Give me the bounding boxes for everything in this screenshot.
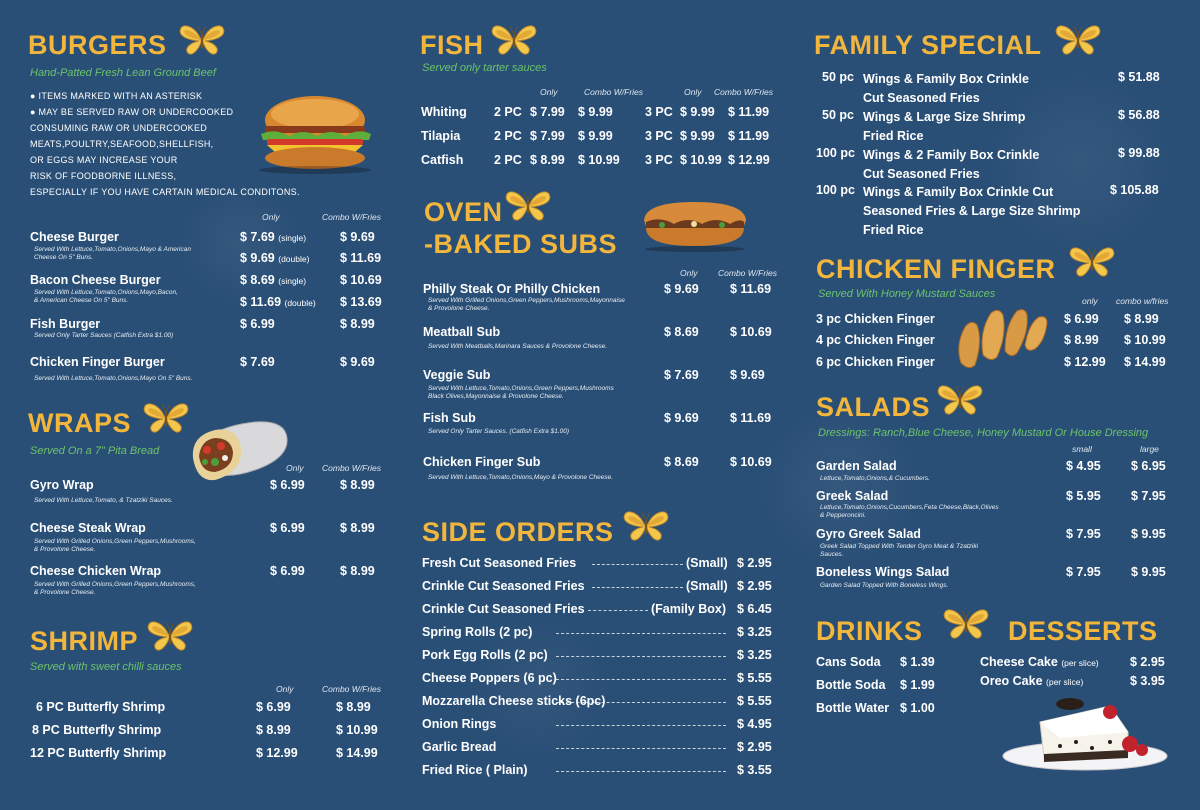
price: $ 1.39: [900, 655, 935, 669]
menu-item-name: 6 pc Chicken Finger: [816, 355, 935, 369]
finger-subtitle: Served With Honey Mustard Sauces: [818, 288, 996, 300]
portion: 3 PC: [645, 153, 673, 167]
col-header-small: small: [1072, 444, 1092, 454]
price: $ 1.00: [900, 701, 935, 715]
price: $ 2.95: [737, 579, 772, 593]
menu-item-desc: Served Only Tarter Sauces. (Catfish Extra $1.00): [428, 428, 570, 435]
note-line: OR EGGS MAY INCREASE YOUR: [30, 155, 178, 165]
family-price: $ 105.88: [1110, 183, 1159, 197]
menu-item-desc: Served With Grilled Onions,Green Peppers,Mushrooms, & Provolone Cheese.: [34, 581, 196, 596]
price-combo: $ 9.99: [578, 129, 613, 143]
butterfly-icon: [936, 384, 984, 416]
price-combo: $ 8.99: [340, 478, 375, 492]
menu-item-desc: Served With Lettuce,Tomato,Onions,Mayo & American Cheese On 5" Buns.: [34, 246, 191, 261]
price-combo: $ 12.99: [728, 153, 770, 167]
menu-item-name: Spring Rolls (2 pc): [422, 625, 533, 639]
menu-item-name: Fish Sub: [423, 411, 476, 425]
price-only: $ 7.69: [664, 368, 699, 382]
portion: 3 PC: [645, 105, 673, 119]
family-price: $ 99.88: [1118, 146, 1160, 160]
price-small: $ 4.95: [1066, 459, 1101, 473]
price: $ 6.45: [737, 602, 772, 616]
menu-item-name: Chicken Finger Sub: [423, 455, 541, 469]
menu-item-desc: Served With Grilled Onions,Green Peppers,Mushrooms,Mayonnaise & Provolone Cheese.: [428, 297, 625, 312]
price-single: $ 12.99: [256, 746, 298, 760]
col-header-only: Only: [276, 684, 294, 694]
sides-title: SIDE ORDERS: [422, 517, 614, 547]
menu-item-desc: Lettuce,Tomato,Onions,& Cucumbers.: [820, 475, 930, 482]
price-small: $ 7.95: [1066, 527, 1101, 541]
note-line: MEATS,POULTRY,SEAFOOD,SHELLFISH,: [30, 139, 214, 149]
price-small: $ 7.95: [1066, 565, 1101, 579]
menu-item-name: Garlic Bread: [422, 740, 497, 754]
menu-item-name: Cheese Cake (per slice): [980, 655, 1099, 669]
menu-item-name: Cheese Burger: [30, 230, 119, 244]
menu-item-desc: Served With Lettuce,Tomato, & Tzatziki Sauces.: [34, 497, 173, 504]
family-qty: 50 pc: [822, 108, 854, 122]
price-combo: $ 9.99: [578, 105, 613, 119]
menu-item-name: Tilapia: [421, 129, 461, 143]
price: $ 5.55: [737, 671, 772, 685]
price-single: $ 6.99: [270, 478, 305, 492]
side-size: (Family Box): [651, 602, 727, 616]
price-large: $ 9.95: [1131, 527, 1166, 541]
menu-item-name: Fried Rice ( Plain): [422, 763, 528, 777]
price: $ 2.95: [737, 740, 772, 754]
menu-item-name: Cheese Poppers (6 pc): [422, 671, 557, 685]
price-large: $ 7.95: [1131, 489, 1166, 503]
family-desc: Wings & 2 Family Box Crinkle Cut Seasoned Fries: [863, 148, 1040, 181]
chicken-finger-image: [955, 305, 1050, 376]
menu-item-desc: Served Only Tarter Sauces (Catfish Extra $1.00): [34, 332, 174, 339]
price-single: $ 7.69 (single): [240, 230, 307, 244]
col-header-only: Only: [540, 87, 558, 97]
price-combo: $ 10.69: [340, 273, 382, 287]
price-only: $ 9.99: [680, 105, 715, 119]
portion: 3 PC: [645, 129, 673, 143]
menu-item-desc: Lettuce,Tomato,Onions,Cucumbers,Feta Cheese,Black,Olives & Pepperoncini.: [820, 504, 999, 519]
price-only: $ 8.69: [664, 325, 699, 339]
price-large: $ 9.95: [1131, 565, 1166, 579]
menu-item-name: 8 PC Butterfly Shrimp: [32, 723, 162, 737]
family-price: $ 51.88: [1118, 70, 1160, 84]
price-only: $ 8.99: [1064, 333, 1099, 347]
price-single: $ 8.69 (single): [240, 273, 307, 287]
menu-item-name: Meatball Sub: [423, 325, 501, 339]
menu-item-name: Garden Salad: [816, 459, 897, 473]
price-combo: $ 13.69: [340, 295, 382, 309]
butterfly-icon: [142, 402, 190, 434]
col-header-combo: Combo W/Fries: [322, 684, 382, 694]
fish-subtitle: Served only tarter sauces: [422, 62, 547, 74]
price-combo: $ 8.99: [340, 317, 375, 331]
menu-item-name: Bottle Soda: [816, 678, 886, 692]
butterfly-icon: [146, 620, 194, 652]
dotted-leader: [592, 564, 683, 565]
menu-item-name: Gyro Wrap: [30, 478, 94, 492]
col-header-combo: Combo W/Fries: [322, 463, 382, 473]
butterfly-icon: [622, 510, 670, 542]
family-qty: 50 pc: [822, 70, 854, 84]
butterfly-icon: [1068, 246, 1116, 278]
menu-item-desc: Served With Lettuce,Tomato,Onions,Mayo,Bacon, & American Cheese On 5" Buns.: [34, 289, 178, 304]
menu-item-name: Bottle Water: [816, 701, 890, 715]
burger-image: [255, 90, 375, 180]
col-header-only: Only: [262, 212, 280, 222]
butterfly-icon: [504, 190, 552, 222]
col-header-combo: Combo W/Fries: [322, 212, 382, 222]
price-combo: $ 14.99: [1124, 355, 1166, 369]
menu-item-name: Cans Soda: [816, 655, 881, 669]
family-desc: Wings & Large Size Shrimp Fried Rice: [863, 110, 1026, 143]
price-only: $ 9.69: [664, 411, 699, 425]
price-combo: $ 11.69: [730, 411, 772, 425]
price-combo: $ 9.69: [340, 355, 375, 369]
menu-item-name: Boneless Wings Salad: [816, 565, 950, 579]
price-combo: $ 11.99: [728, 105, 770, 119]
menu-item-desc: Served With Meatballs,Marinara Sauces & Provolone Cheese.: [428, 343, 608, 350]
dotted-leader: [592, 587, 683, 588]
shrimp-title: SHRIMP: [30, 626, 139, 656]
burgers-subtitle: Hand-Patted Fresh Lean Ground Beef: [30, 67, 216, 79]
price: $ 5.55: [737, 694, 772, 708]
menu-item-desc: Greek Salad Topped With Tender Gyro Meat & Tzatziki Sauces.: [820, 543, 979, 558]
menu-item-name: Greek Salad: [816, 489, 889, 503]
price-single: $ 6.99: [270, 521, 305, 535]
price-combo: $ 11.69: [340, 251, 382, 265]
col-header-only: Only: [680, 268, 698, 278]
price-combo: $ 10.99: [578, 153, 620, 167]
burgers-title: BURGERS: [28, 30, 167, 60]
price-double: $ 11.69 (double): [240, 295, 316, 309]
price-only: $ 7.99: [530, 129, 565, 143]
drinks-title: DRINKS: [816, 616, 923, 646]
price: $ 3.55: [737, 763, 772, 777]
menu-item-desc: Garden Salad Topped With Boneless Wings.: [820, 582, 949, 589]
menu-item-name: Oreo Cake (per slice): [980, 674, 1084, 688]
subs-title-line2: -BAKED SUBS: [424, 229, 618, 259]
cheesecake-image: [1000, 692, 1170, 779]
col-header-combo: Combo W/Fries: [714, 87, 774, 97]
menu-item-desc: Served With Lettuce,Tomato,Onions,Green Peppers,Mushrooms Black Olives,Mayonnaise & Provolone Cheese.: [428, 385, 614, 400]
price-combo: $ 10.99: [336, 723, 378, 737]
price-only: $ 12.99: [1064, 355, 1106, 369]
menu-item-desc: Served With Lettuce,Tomato,Onions,Mayo & Provolone Cheese.: [428, 474, 614, 481]
price-only: $ 7.99: [530, 105, 565, 119]
wraps-subtitle: Served On a 7" Pita Bread: [30, 445, 160, 457]
price-combo: $ 14.99: [336, 746, 378, 760]
price-combo: $ 8.99: [340, 564, 375, 578]
price-only: $ 9.69: [664, 282, 699, 296]
col-header-only: Only: [684, 87, 702, 97]
portion: 2 PC: [494, 129, 522, 143]
dotted-leader: [556, 702, 726, 703]
dotted-leader: [556, 656, 726, 657]
note-line: ● ITEMS MARKED WITH AN ASTERISK: [30, 91, 203, 101]
portion: 2 PC: [494, 153, 522, 167]
price: $ 4.95: [737, 717, 772, 731]
menu-item-name: Gyro Greek Salad: [816, 527, 921, 541]
price-combo: $ 10.69: [730, 325, 772, 339]
col-header-large: large: [1140, 444, 1159, 454]
price: $ 3.25: [737, 648, 772, 662]
price-only: $ 10.99: [680, 153, 722, 167]
price-only: $ 6.99: [1064, 312, 1099, 326]
menu-item-name: Mozzarella Cheese sticks (6pc): [422, 694, 606, 708]
menu-item-desc: Served With Lettuce,Tomato,Onions,Mayo On 5" Buns.: [34, 375, 193, 382]
price-combo: $ 9.69: [730, 368, 765, 382]
menu-item-name: Philly Steak Or Philly Chicken: [423, 282, 601, 296]
shrimp-subtitle: Served with sweet chilli sauces: [30, 661, 182, 673]
price-combo: $ 8.99: [1124, 312, 1159, 326]
price-combo: $ 8.99: [336, 700, 371, 714]
price-combo: $ 8.99: [340, 521, 375, 535]
col-header-combo: Combo W/Fries: [718, 268, 778, 278]
family-desc: Wings & Family Box Crinkle Cut Seasoned Fries: [863, 72, 1029, 105]
menu-item-desc: Served With Grilled Onions,Green Peppers,Mushrooms, & Provolone Cheese.: [34, 538, 196, 553]
price: $ 3.95: [1130, 674, 1165, 688]
price-combo: $ 10.69: [730, 455, 772, 469]
wraps-title: WRAPS: [28, 408, 131, 438]
menu-item-name: Pork Egg Rolls (2 pc): [422, 648, 548, 662]
menu-item-name: Crinkle Cut Seasoned Fries: [422, 602, 585, 616]
price-single: $ 6.99: [270, 564, 305, 578]
price-double: $ 9.69 (double): [240, 251, 310, 265]
finger-title: CHICKEN FINGER: [816, 254, 1056, 284]
subs-title-line1: OVEN: [424, 197, 503, 227]
menu-item-name: Cheese Chicken Wrap: [30, 564, 162, 578]
dotted-leader: [588, 610, 648, 611]
salads-subtitle: Dressings: Ranch,Blue Cheese, Honey Mustard Or House Dressing: [818, 427, 1149, 439]
note-line: CONSUMING RAW OR UNDERCOOKED: [30, 123, 208, 133]
side-size: (Small): [686, 556, 728, 570]
col-header-combo: combo w/fries: [1116, 296, 1169, 306]
fish-title: FISH: [420, 30, 484, 60]
dotted-leader: [556, 725, 726, 726]
price-single: $ 7.69: [240, 355, 275, 369]
price: $ 3.25: [737, 625, 772, 639]
family-qty: 100 pc: [816, 183, 855, 197]
note-line: RISK OF FOODBORNE ILLNESS,: [30, 171, 177, 181]
price-combo: $ 10.99: [1124, 333, 1166, 347]
family-title: FAMILY SPECIAL: [814, 30, 1042, 60]
price: $ 1.99: [900, 678, 935, 692]
menu-item-name: Onion Rings: [422, 717, 497, 731]
price-single: $ 8.99: [256, 723, 291, 737]
menu-item-name: Cheese Steak Wrap: [30, 521, 146, 535]
price-only: $ 8.69: [664, 455, 699, 469]
menu-item-name: Crinkle Cut Seasoned Fries: [422, 579, 585, 593]
butterfly-icon: [1054, 24, 1102, 56]
menu-item-name: Bacon Cheese Burger: [30, 273, 161, 287]
menu-item-name: 12 PC Butterfly Shrimp: [30, 746, 167, 760]
price-combo: $ 11.99: [728, 129, 770, 143]
portion: 2 PC: [494, 105, 522, 119]
dotted-leader: [556, 771, 726, 772]
price-combo: $ 11.69: [730, 282, 772, 296]
menu-item-name: Catfish: [421, 153, 464, 167]
price-combo: $ 9.69: [340, 230, 375, 244]
menu-item-name: 6 PC Butterfly Shrimp: [36, 700, 166, 714]
col-header-combo: Combo W/Fries: [584, 87, 644, 97]
side-size: (Small): [686, 579, 728, 593]
menu-item-name: Fish Burger: [30, 317, 101, 331]
price-large: $ 6.95: [1131, 459, 1166, 473]
desserts-title: DESSERTS: [1008, 616, 1158, 646]
dotted-leader: [556, 679, 726, 680]
menu-item-name: 3 pc Chicken Finger: [816, 312, 935, 326]
note-line: ESPECIALLY IF YOU HAVE CARTAIN MEDICAL CONDITONS.: [30, 187, 300, 197]
menu-item-name: Chicken Finger Burger: [30, 355, 165, 369]
butterfly-icon: [490, 24, 538, 56]
price-single: $ 6.99: [240, 317, 275, 331]
note-line: ● MAY BE SERVED RAW OR UNDERCOOKED: [30, 107, 234, 117]
price-only: $ 9.99: [680, 129, 715, 143]
col-header-only: only: [1082, 296, 1098, 306]
menu-item-name: Fresh Cut Seasoned Fries: [422, 556, 577, 570]
price-single: $ 6.99: [256, 700, 291, 714]
price-only: $ 8.99: [530, 153, 565, 167]
salads-title: SALADS: [816, 392, 931, 422]
price-small: $ 5.95: [1066, 489, 1101, 503]
col-header-only: Only: [286, 463, 304, 473]
price: $ 2.95: [1130, 655, 1165, 669]
sub-image: [640, 198, 750, 257]
butterfly-icon: [942, 608, 990, 640]
family-qty: 100 pc: [816, 146, 855, 160]
price: $ 2.95: [737, 556, 772, 570]
butterfly-icon: [178, 24, 226, 56]
dotted-leader: [556, 633, 726, 634]
menu-item-name: 4 pc Chicken Finger: [816, 333, 935, 347]
family-desc: Wings & Family Box Crinkle Cut Seasoned Fries & Large Size Shrimp Fried Rice: [863, 185, 1081, 237]
family-price: $ 56.88: [1118, 108, 1160, 122]
menu-item-name: Whiting: [421, 105, 467, 119]
dotted-leader: [556, 748, 726, 749]
menu-item-name: Veggie Sub: [423, 368, 491, 382]
